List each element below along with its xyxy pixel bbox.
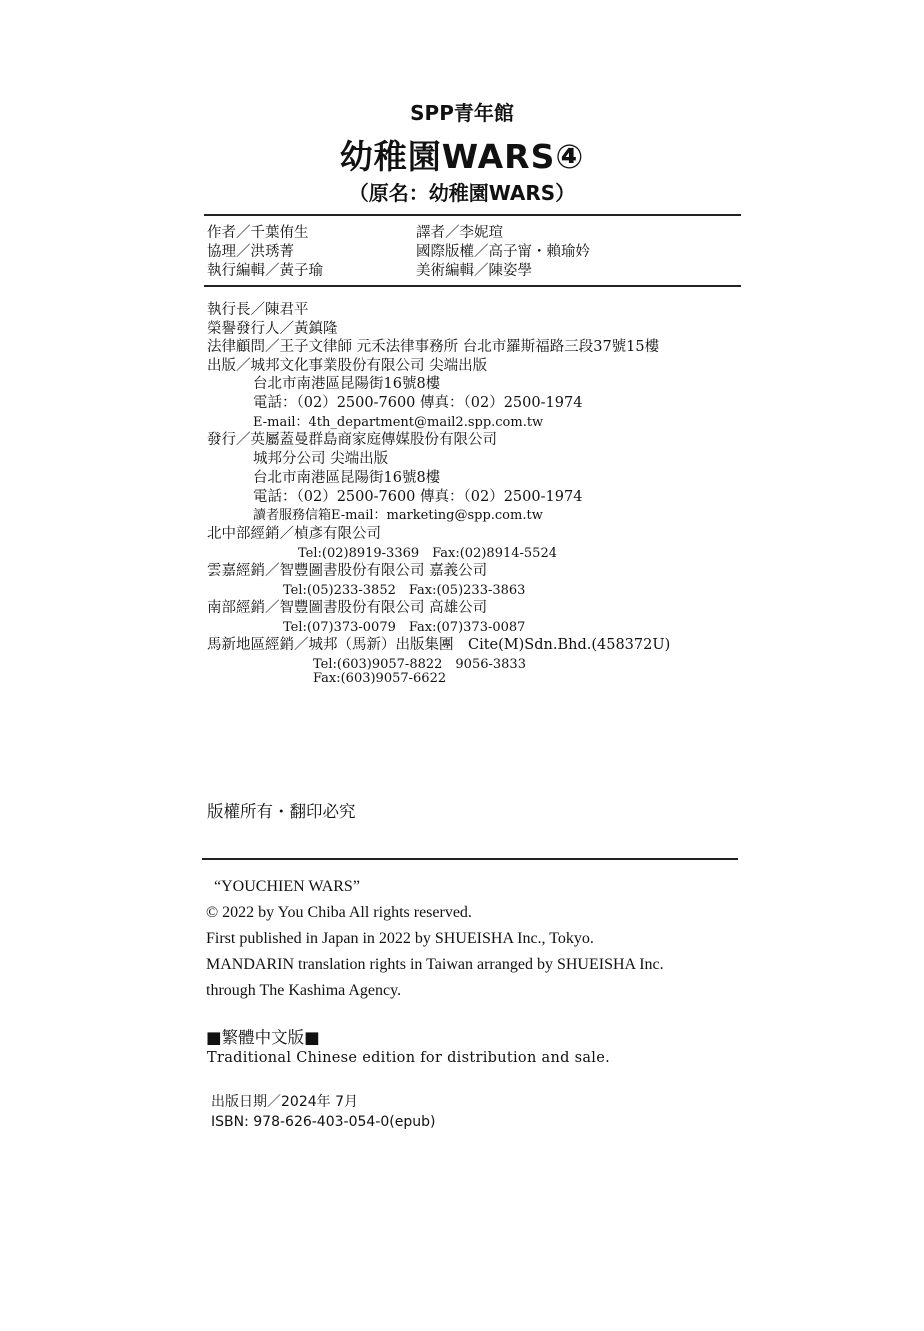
divider-english [202,858,738,860]
info-malaysia-dist-tel: Tel:(603)9057-8822 9056-3833 [313,657,526,672]
credit-rights: 國際版權／高子甯・賴瑜妗 [416,244,590,260]
english-copyright: © 2022 by You Chiba All rights reserved. [206,904,472,921]
credit-translator: 譯者／李妮瑄 [416,225,503,241]
info-ceo: 執行長／陳君平 [207,302,309,318]
info-publisher-phone: 電話：（02）2500-7600 傳真：（02）2500-1974 [253,395,583,411]
original-title: （原名：幼稚園WARS） [348,181,576,205]
info-publisher: 出版／城邦文化事業股份有限公司 尖端出版 [207,358,488,374]
info-north-dist: 北中部經銷／楨彥有限公司 [207,526,381,542]
info-honorary-publisher: 榮譽發行人／黃鎮隆 [207,321,338,337]
edition-notice-en: Traditional Chinese edition for distribution and sale. [207,1050,610,1066]
info-malaysia-dist: 馬新地區經銷／城邦（馬新）出版集團 Cite(M)Sdn.Bhd.(458372U) [207,637,671,653]
edition-notice: ■繁體中文版■ [206,1028,320,1047]
book-title: 幼稚園WARS④ [339,137,585,176]
info-legal: 法律顧問／王子文律師 元禾法律事務所 台北市羅斯福路三段37號15樓 [207,339,660,355]
credit-manager: 協理／洪琇菁 [207,244,294,260]
series-label: SPP青年館 [410,101,514,125]
info-chiayi-dist: 雲嘉經銷／智豐圖書股份有限公司 嘉義公司 [207,563,488,579]
credit-editor: 執行編輯／黃子瑜 [207,263,323,279]
info-distributor-phone: 電話：（02）2500-7600 傳真：（02）2500-1974 [253,489,583,505]
divider-credits [204,285,741,287]
credit-author: 作者／千葉侑生 [207,225,309,241]
info-north-dist-tel: Tel:(02)8919-3369 Fax:(02)8914-5524 [298,546,557,561]
publication-date: 出版日期／2024年 7月 [211,1094,358,1110]
english-title: “YOUCHIEN WARS” [214,878,360,895]
english-first-published: First published in Japan in 2022 by SHUEISHA Inc., Tokyo. [206,930,594,947]
english-translation-rights: MANDARIN translation rights in Taiwan arranged by SHUEISHA Inc. [206,956,664,973]
english-agency: through The Kashima Agency. [206,982,402,999]
info-chiayi-dist-tel: Tel:(05)233-3852 Fax:(05)233-3863 [283,583,526,598]
info-distributor: 發行／英屬蓋曼群島商家庭傳媒股份有限公司 [207,432,497,448]
info-distributor-branch: 城邦分公司 尖端出版 [253,451,389,467]
info-south-dist: 南部經銷／智豐圖書股份有限公司 高雄公司 [207,600,488,616]
info-publisher-address: 台北市南港區昆陽街16號8樓 [253,376,441,392]
info-malaysia-dist-fax: Fax:(603)9057-6622 [313,671,447,686]
divider-top [204,214,741,216]
rights-notice: 版權所有・翻印必究 [207,802,356,821]
isbn: ISBN: 978-626-403-054-0(epub) [211,1114,436,1130]
credit-art-editor: 美術編輯／陳姿學 [416,263,532,279]
info-south-dist-tel: Tel:(07)373-0079 Fax:(07)373-0087 [283,620,526,635]
info-publisher-email: E-mail：4th_department@mail2.spp.com.tw [253,415,544,430]
info-distributor-address: 台北市南港區昆陽街16號8樓 [253,470,441,486]
info-reader-service: 讀者服務信箱E-mail：marketing@spp.com.tw [253,508,543,523]
